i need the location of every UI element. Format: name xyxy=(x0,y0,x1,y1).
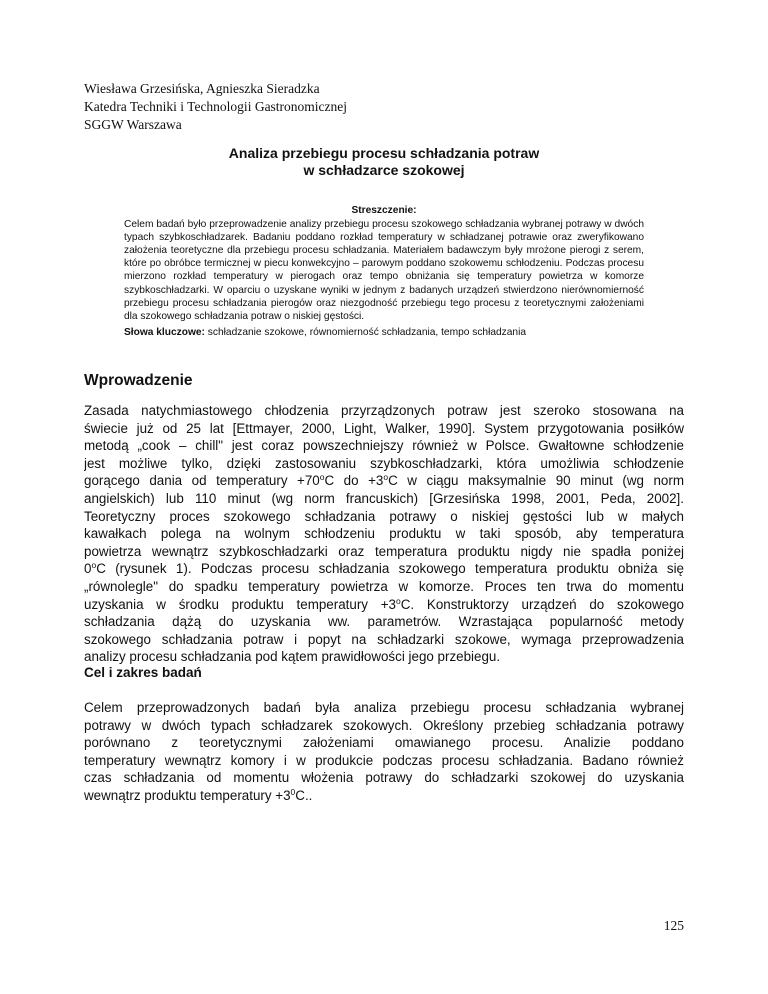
section-introduction-body xyxy=(84,402,684,666)
keywords-label: Słowa kluczowe: xyxy=(124,327,205,338)
section-aims-body xyxy=(84,699,684,805)
text-line: potrawy w dwóch typach schładzarek szokowych. Określony przebieg schładzania potrawy xyxy=(84,717,684,733)
text-line: schładzania dążą do uzyskania ww. parametrów. Wzrastająca popularność metody xyxy=(84,614,684,630)
section-heading-aims: Cel i zakres badań xyxy=(84,665,202,680)
author-department: Katedra Techniki i Technologii Gastronomicznej xyxy=(84,99,348,114)
abstract-heading: Streszczenie: xyxy=(351,205,417,216)
superscript: o xyxy=(91,560,97,571)
text-line: Zasada natychmiastowego chłodzenia przyrządzonych potraw jest szeroko stosowana na xyxy=(84,403,684,418)
superscript: o xyxy=(383,472,389,483)
paper-title-line-1: Analiza przebiegu procesu schładzania potraw xyxy=(228,145,540,161)
keywords-text: schładzanie szokowe, równomierność schładzania, tempo schładzania xyxy=(204,327,527,338)
text-line: szokowego schładzania potraw i popyt na schładzarki szokowe, wymaga przeprowadzenia xyxy=(84,631,684,647)
superscript: o xyxy=(319,472,325,483)
text-line: „równolegle" do spadku temperatury powietrza w komorze. Proces ten trwa do momentu xyxy=(84,578,684,594)
text-line: metodą „cook – chill" jest coraz powszechniejszy również w Polsce. Gwałtowne schłodzenie xyxy=(84,438,684,454)
paper-title-line-2: w schładzarce szokowej xyxy=(303,162,465,178)
text-line: uzyskania w środku produktu temperatury $+3^oC$. Konstruktorzy urządzeń do szokowego xyxy=(84,595,684,612)
page-number: 125 xyxy=(663,918,684,933)
author-institution: SGGW Warszawa xyxy=(84,117,182,132)
text-line: temperatury wewnątrz komory i w produkcie podczas procesu schładzania. Badano również xyxy=(84,752,684,768)
text-line: porównano z teoretycznymi założeniami omawianego procesu. Analizie poddano xyxy=(84,735,684,751)
keywords xyxy=(124,326,664,339)
text-line: jest możliwe tylko, dzięki zastosowaniu szybkoschładzarki, która umożliwia schłodzenie xyxy=(84,455,684,471)
text-line: analizy procesu schładzania pod kątem prawidłowości jego przebiegu. xyxy=(84,649,501,665)
text-line: Celem przeprowadzonych badań była analiza przebiegu procesu schładzania wybranej xyxy=(84,700,684,715)
text-line: Teoretyczny proces szokowego schładzania potrawy o niskiej gęstości lub w małych xyxy=(84,508,684,524)
abstract xyxy=(124,204,644,323)
abstract-body: Celem badań było przeprowadzenie analizy przebiegu procesu szokowego schładzania wybranej potrawy w dwóch typach szybkoschładzarek. Badaniu poddano rozkład temperatury w schładzanej potrawie oraz zweryfikowano założenia teoretyczne dla przebiegu procesu schładzania. Materiałem badawczym były mrożone pierogi z serem, które po obróbce termicznej w piecu konwekcyjno – parowym poddano szokowemu schłodzeniu. Podczas procesu mierzono rozkład temperatury w pierogach oraz tempo obniżania się temperatury powietrza w komorze szybkoschładzarki. W oparciu o uzyskane wyniki w jednym z badanych urządzeń stwierdzono nierównomierność przebiegu procesu schładzania pierogów oraz niezgodność przebiegu tego procesu z teoretycznymi założeniami dla szokowego schładzania potraw o niskiej gęstości. xyxy=(124,219,644,322)
paper-title xyxy=(84,145,684,179)
text-line: 0$^o$C (rysunek 1). Podczas procesu schładzania szokowego temperatura produktu obniża się xyxy=(84,560,684,577)
author-block xyxy=(84,80,504,134)
text-line: powietrza wewnątrz szybkoschładzarki oraz temperatura produktu nigdy nie spadła poniżej xyxy=(84,543,684,559)
superscript: 0 xyxy=(290,786,296,797)
text-line: wewnątrz produktu temperatury $+3^0C$.. xyxy=(84,786,313,803)
text-line: kawałkach polega na wolnym schłodzeniu produktu w taki sposób, aby temperatura xyxy=(84,526,684,542)
text-line: angielskich) lub 110 minut (wg norm francuskich) [Grzesińska 1998, 2001, Peda, 2002]. xyxy=(84,490,684,506)
section-heading-introduction: Wprowadzenie xyxy=(84,372,193,389)
superscript: o xyxy=(396,595,401,606)
author-names: Wiesława Grzesińska, Agnieszka Sieradzka xyxy=(84,81,320,96)
text-line: gorącego dania od temperatury $+70^oC$ do $+3^oC$ w ciągu maksymalnie 90 minut (wg norm xyxy=(84,472,684,489)
text-line: czas schładzania od momentu włożenia potrawy do schładzarki szokowej do uzyskania xyxy=(84,770,684,786)
text-line: świecie już od 25 lat [Ettmayer, 2000, Light, Walker, 1990]. System przygotowania posiłków xyxy=(84,420,684,436)
